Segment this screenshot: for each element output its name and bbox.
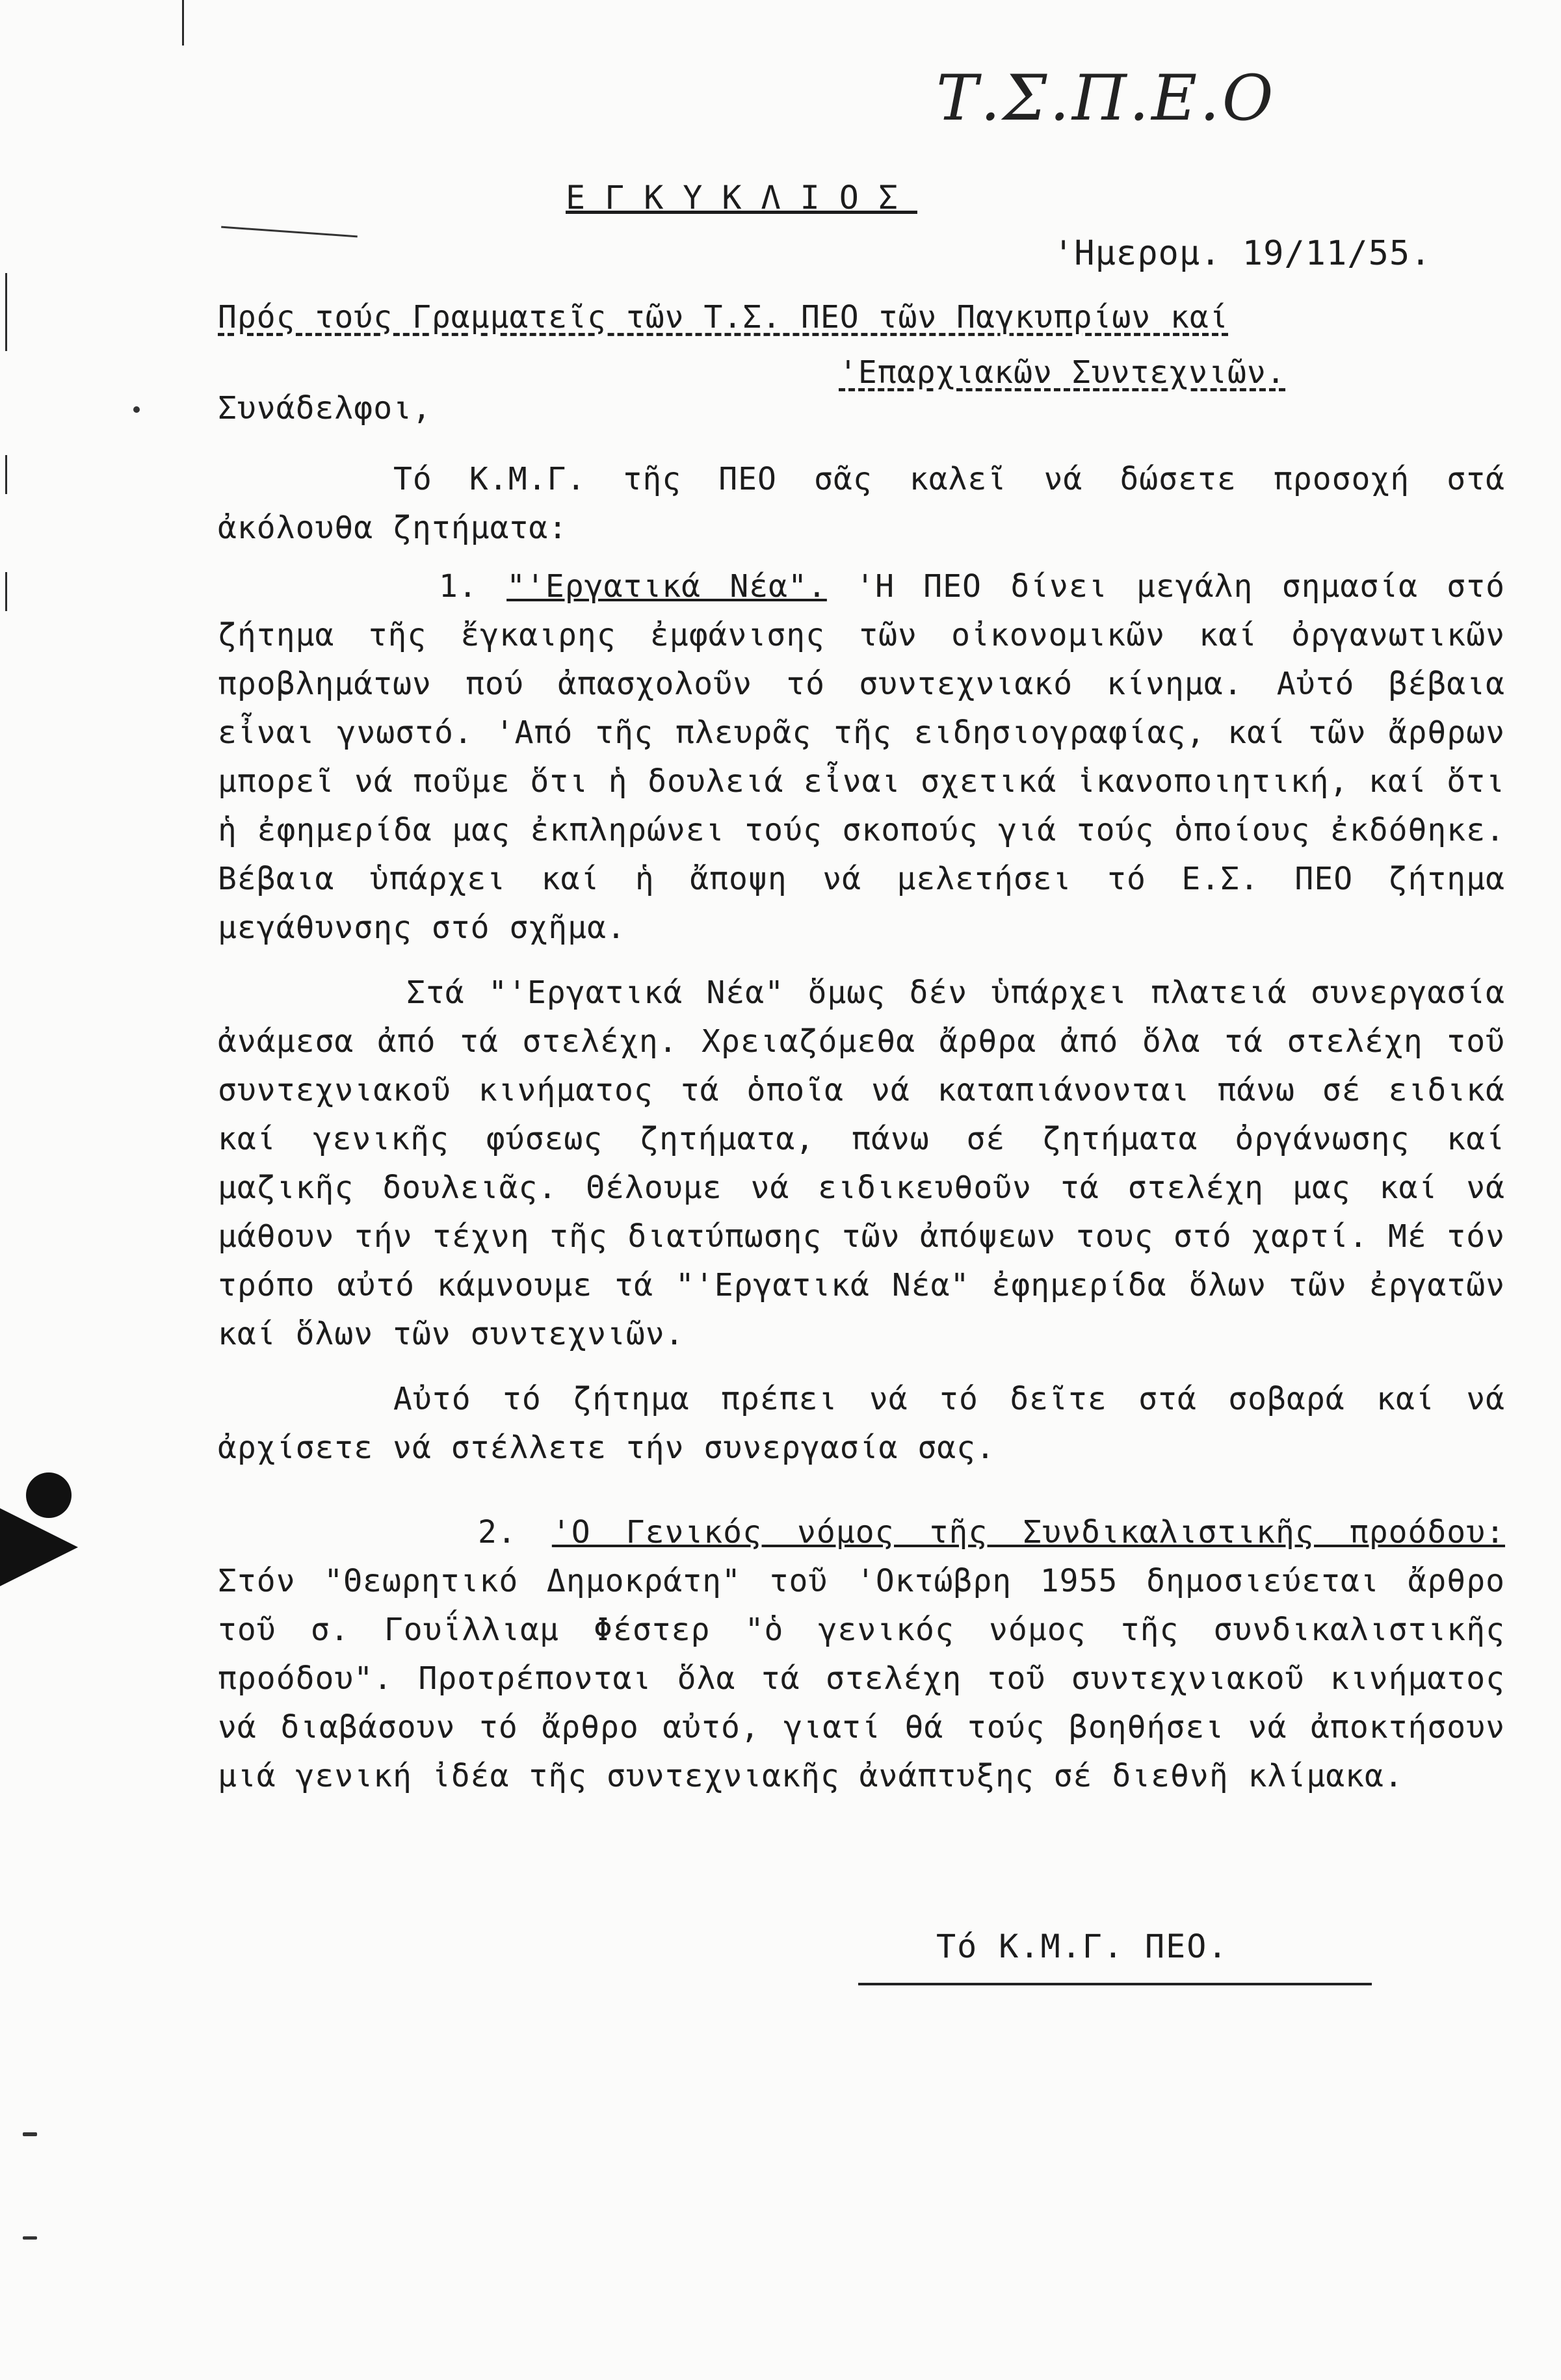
section-2-number: 2. [478,1514,517,1550]
addressee-line-1: Πρός τούς Γραμματεῖς τῶν Τ.Σ. ΠΕΟ τῶν Παγκυπρίων καί [218,299,1229,335]
handwritten-header: Τ.Σ.Π.Ε.Ο [936,62,1276,135]
speck [133,406,140,413]
document-date: 'Ημερομ. 19/11/55. [1053,234,1432,273]
section-1-paragraph-2 [218,969,1505,1359]
section-1-text-1: 'Η ΠΕΟ δίνει μεγάλη σημασία στό ζήτημα τῆς ἔγκαιρης ἐμφάνισης τῶν οἰκονομικῶν καί ὀργανωτικῶν προβλημάτων πού ἀπασχολοῦν τό συντεχνιακό κίνημα. Αὐτό βέβαια εἶναι γνωστό. 'Από τῆς πλευρᾶς τῆς ειδησιογραφίας, καί τῶν ἄρθρων μπορεῖ νά ποῦμε ὅτι ἡ δουλειά εἶναι σχετικά ἱκανοποιητική, καί ὅτι ἡ ἐφημερίδα μας ἐκπληρώνει τούς σκοπούς γιά τούς ὁποίους ἐκδόθηκε. Βέβαια ὑπάρχει καί ἡ ἄποψη νά μελετήσει τό Ε.Σ. ΠΕΟ ζήτημα μεγάθυνσης στό σχῆμα. [218,568,1505,946]
ink-blot [0,1508,78,1586]
speck [23,2236,37,2240]
document-title: ΕΓΚΥΚΛΙΟΣ [566,179,917,216]
speck [23,2132,37,2136]
scan-edge-line [5,572,7,611]
section-1-number: 1. [439,568,478,605]
section-2-heading: 'Ο Γενικός νόμος τῆς Συνδικαλιστικῆς προόδου: [551,1514,1505,1550]
section-1-paragraph-1 [218,562,1505,952]
greeting: Συνάδελφοι, [218,390,432,426]
decorative-rule [221,226,358,238]
section-1-text-2: Στά "'Εργατικά Νέα" ὅμως δέν ὑπάρχει πλατειά συνεργασία ἀνάμεσα ἀπό τά στελέχη. Χρειαζόμεθα ἄρθρα ἀπό ὅλα τά στελέχη τοῦ συντεχνιακοῦ κινήματος τά ὁποῖα νά καταπιάνονται πάνω σέ ειδικά καί γενικῆς φύσεως ζητήματα, πάνω σέ ζητήματα ὀργάνωσης καί μαζικῆς δουλειᾶς. Θέλουμε νά ειδικευθοῦν τά στελέχη μας καί νά μάθουν τήν τέχνη τῆς διατύπωσης τῶν ἀπόψεων τους στό χαρτί. Μέ τόν τρόπο αὐτό κάμνουμε τά "'Εργατικά Νέα" ἐφημερίδα ὅλων τῶν ἐργατῶν καί ὅλων τῶν συντεχνιῶν. [218,974,1505,1352]
intro-text: Τό Κ.Μ.Γ. τῆς ΠΕΟ σᾶς καλεῖ νά δώσετε προσοχή στά ἀκόλουθα ζητήματα: [218,461,1505,546]
section-1-heading: "'Εργατικά Νέα". [506,568,827,605]
signature: Τό Κ.Μ.Γ. ΠΕΟ. [936,1928,1229,1965]
scan-edge-line [5,273,7,351]
section-2-text: Στόν "Θεωρητικό Δημοκράτη" τοῦ 'Οκτώβρη 1955 δημοσιεύεται ἄρθρο τοῦ σ. Γουΐλλιαμ Φέστερ "ὁ γενικός νόμος τῆς συνδικαλιστικῆς προόδου". Προτρέπονται ὅλα τά στελέχη τοῦ συντεχνιακοῦ κινήματος νά διαβάσουν τό ἄρθρο αὐτό, γιατί θά τούς βοηθήσει νά ἀποκτήσουν μιά γενική ἰδέα τῆς συντεχνιακῆς ἀνάπτυξης σέ διεθνῆ κλίμακα. [218,1563,1505,1794]
scan-edge-line [5,455,7,494]
section-1-paragraph-3 [218,1375,1505,1472]
signature-line [858,1983,1372,1985]
intro-paragraph [218,455,1505,553]
addressee-line-2: 'Επαρχιακῶν Συντεχνιῶν. [839,354,1286,391]
section-2-paragraph [218,1508,1505,1801]
scan-edge-line [182,0,184,46]
section-1-text-3: Αὐτό τό ζήτημα πρέπει νά τό δεῖτε στά σοβαρά καί νά ἀρχίσετε νά στέλλετε τήν συνεργασία σας. [218,1381,1505,1466]
